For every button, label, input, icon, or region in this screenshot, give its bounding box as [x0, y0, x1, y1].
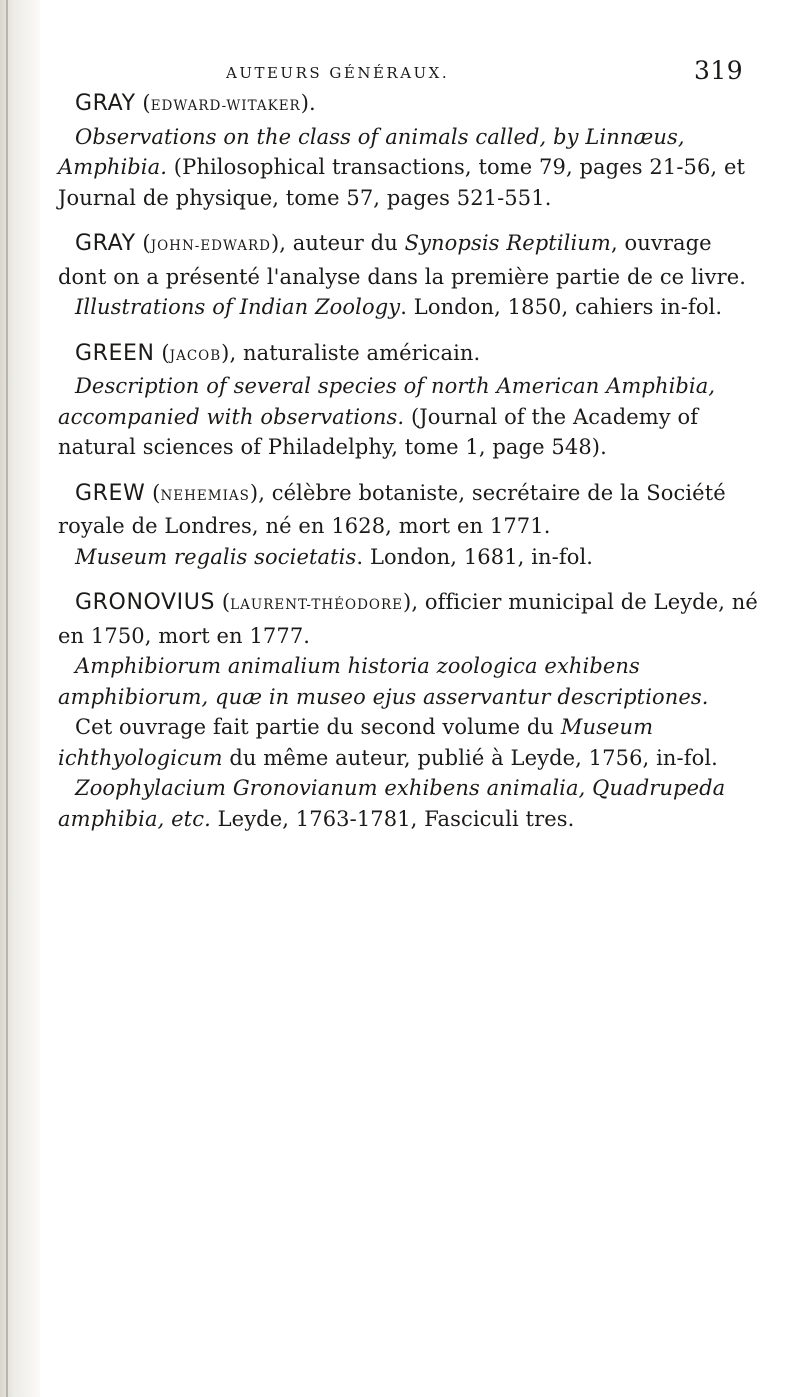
entry-gronovius: [58, 587, 758, 834]
work-title: Illustrations of Indian Zoology: [75, 295, 401, 319]
author-given-names: NEHEMIAS: [160, 487, 250, 504]
author-name: GREW: [75, 480, 146, 506]
entry-note: Cet ouvrage fait partie du second volume du Museum ichthyologicum du même auteur, publié à Leyde, 1756, in-fol.: [58, 715, 718, 770]
work-title: Museum ichthyologicum: [58, 715, 654, 770]
entry-heading: GRAY (EDWARD-WITAKER).: [75, 91, 316, 116]
work-title: Museum regalis societatis: [75, 544, 357, 569]
author-name: GRAY: [75, 231, 136, 256]
work-citation: [58, 292, 758, 323]
work-citation: [58, 651, 758, 712]
work-citation: [58, 371, 758, 463]
work-title: Amphibiorum animalium historia zoologica exhibens amphibiorum, quæ in museo ejus asservantur descriptiones.: [58, 654, 709, 709]
entry-heading: GREEN (JACOB), naturaliste américain.: [75, 340, 481, 366]
work-details: . London, 1681, in-fol.: [356, 544, 594, 569]
work-details: (Philosophical transactions, tome 79, pages 21-56, et Journal de physique, tome 57, pages 521-551.: [58, 155, 746, 210]
work-title: Synopsis Reptilium: [404, 231, 611, 255]
page-body: [58, 60, 758, 834]
work-details: . London, 1850, cahiers in-fol.: [400, 295, 723, 319]
entry-heading: GRONOVIUS (LAURENT-THÉODORE), officier municipal de Leyde, né en 1750, mort en 1777.: [58, 590, 758, 648]
work-title: Zoophylacium Gronovianum exhibens animalia, Quadrupeda amphibia, etc.: [58, 776, 726, 831]
entry-gray-edward: [58, 88, 758, 213]
entry-gray-john: [58, 228, 758, 323]
entry-green: [58, 338, 758, 463]
entry-grew: [58, 478, 758, 573]
work-citation: [58, 122, 758, 214]
entry-heading: GREW (NEHEMIAS), célèbre botaniste, secrétaire de la Société royale de Londres, né en 1628, mort en 1771.: [58, 480, 726, 538]
page-gutter-shadow: [0, 0, 40, 1397]
author-name: GRAY: [75, 91, 136, 116]
author-given-names: JOHN-EDWARD: [150, 238, 271, 254]
work-title: Description of several species of north American Amphibia, accompanied with observations.: [58, 374, 716, 429]
work-details: Leyde, 1763-1781, Fasciculi tres.: [210, 806, 575, 831]
running-head: AUTEURS GÉNÉRAUX.: [226, 64, 450, 82]
work-title: Observations on the class of animals called, by Linnæus, Amphibia.: [58, 124, 685, 179]
author-name: GRONOVIUS: [75, 590, 216, 615]
work-citation: [58, 542, 758, 573]
author-given-names: LAURENT-THÉODORE: [230, 597, 404, 613]
work-citation: [58, 773, 758, 834]
author-name: GREEN: [75, 340, 155, 366]
page-number: 319: [694, 56, 744, 85]
author-given-names: EDWARD-WITAKER: [150, 98, 301, 114]
work-details: (Journal of the Academy of natural sciences of Philadelphy, tome 1, page 548).: [58, 404, 699, 459]
author-given-names: JACOB: [169, 347, 222, 364]
entry-heading: GRAY (JOHN-EDWARD), auteur du Synopsis Reptilium, ouvrage dont on a présenté l'analyse dans la première partie de ce livre.: [58, 231, 747, 289]
